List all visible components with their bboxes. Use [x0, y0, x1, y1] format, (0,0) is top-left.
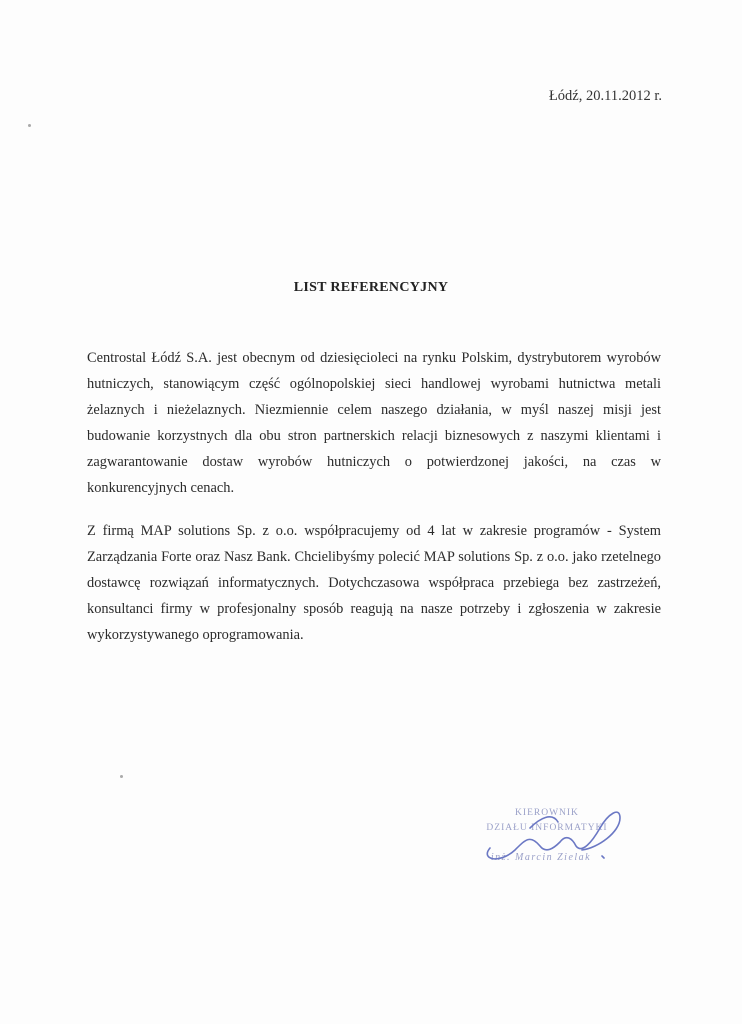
scan-speck	[28, 124, 31, 127]
scan-speck	[120, 775, 123, 778]
paragraph-company-intro: Centrostal Łódź S.A. jest obecnym od dziesięcioleci na rynku Polskim, dystrybutorem wyrobów hutniczych, stanowiącym część ogólnopolskiej sieci handlowej wyrobami hutnictwa metali żelaznych i nieżelaznych. Niezmiennie celem naszego działania, w myśl naszej misji jest budowanie korzystnych dla obu stron partnerskich relacji biznesowych z naszymi klientami i zagwarantowanie dostaw wyrobów hutniczych o potwierdzonej jakości, na czas w konkurencyjnych cenach.	[87, 350, 661, 496]
stamp-name: inż. Marcin Zielak	[490, 852, 592, 863]
handwritten-signature-icon	[470, 798, 640, 878]
signature-stamp	[470, 798, 640, 878]
paragraph-recommendation: Z firmą MAP solutions Sp. z o.o. współpracujemy od 4 lat w zakresie programów - System Zarządzania Forte oraz Nasz Bank. Chcielibyśmy polecić MAP solutions Sp. z o.o. jako rzetelnego dostawcę rozwiązań informatycznych. Dotychczasowa współpraca przebiega bez zastrzeżeń, konsultanci firmy w profesjonalny sposób reagują na nasze potrzeby i zgłoszenia w zakresie wykorzystywanego oprogramowania.	[87, 523, 661, 643]
document-title: LIST REFERENCYJNY	[293, 280, 449, 295]
stamp-department: DZIAŁU INFORMATYKI	[486, 823, 608, 833]
stamp-position: KIEROWNIK	[515, 808, 579, 818]
place-date: Łódź, 20.11.2012 r.	[548, 88, 662, 104]
